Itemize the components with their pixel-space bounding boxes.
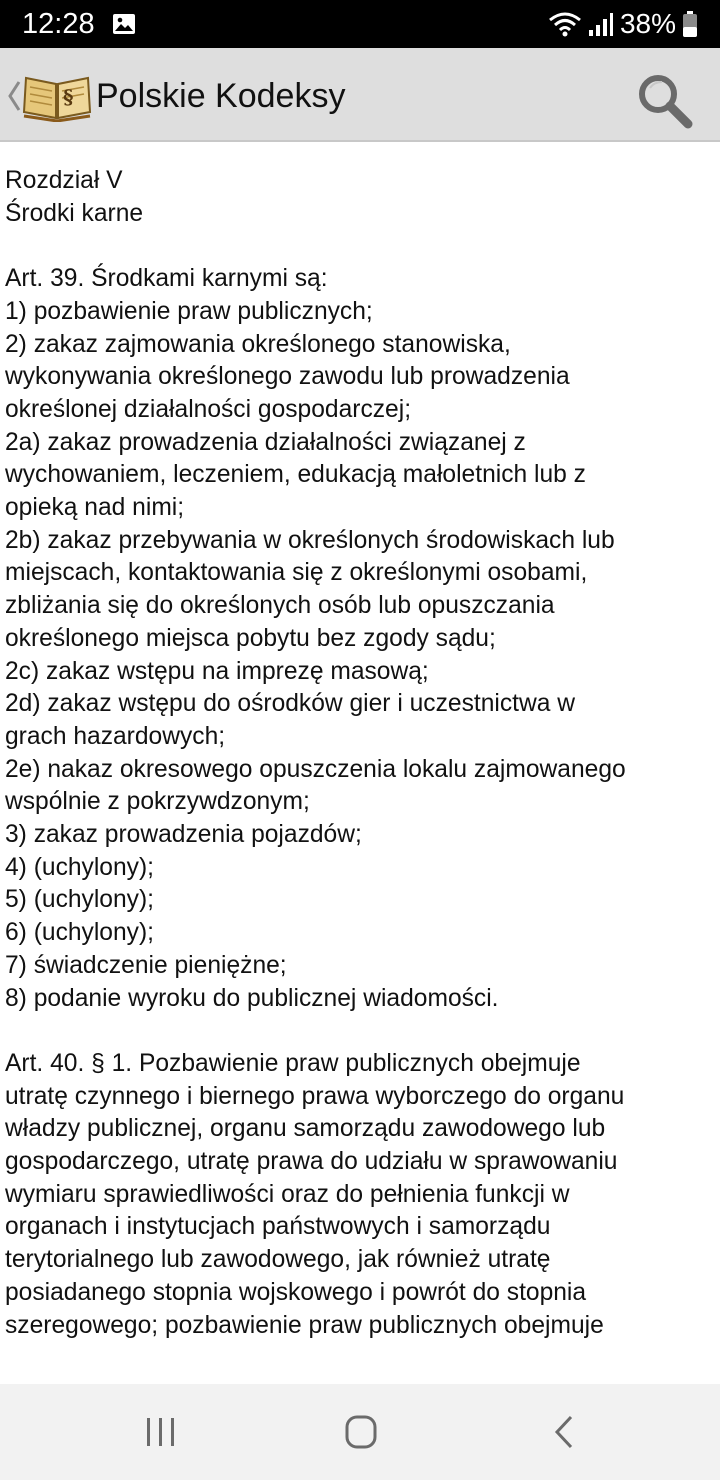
text-line: wykonywania określonego zawodu lub prowadzenia <box>5 363 570 391</box>
status-bar <box>0 0 720 48</box>
law-book-logo-icon[interactable] <box>22 70 92 122</box>
text-line: określonej działalności gospodarczej; <box>5 395 412 423</box>
text-line: Art. 39. Środkami karnymi są: <box>5 265 328 293</box>
text-line: 3) zakaz prowadzenia pojazdów; <box>5 821 362 849</box>
text-line: gospodarczego, utratę prawa do udziału w sprawowaniu <box>5 1148 618 1176</box>
text-line: 2c) zakaz wstępu na imprezę masową; <box>5 657 429 685</box>
text-line: szeregowego; pozbawienie praw publicznych obejmuje <box>5 1311 604 1338</box>
paragraph-spacer <box>5 1015 716 1048</box>
text-line: Środki karne <box>5 199 144 227</box>
cell-signal-icon <box>588 10 614 38</box>
text-line: 2e) nakaz okresowego opuszczenia lokalu zajmowanego <box>5 755 626 783</box>
text-line: zbliżania się do określonych osób lub opuszczania <box>5 592 555 620</box>
battery-icon <box>682 10 698 38</box>
text-line: określonego miejsca pobytu bez zgody sądu; <box>5 624 496 652</box>
legal-text-view[interactable] <box>0 142 720 1338</box>
app-title: Polskie Kodeksy <box>96 77 346 115</box>
text-line: 2a) zakaz prowadzenia działalności związanej z <box>5 428 526 456</box>
text-line: organach i instytucjach państwowych i samorządu <box>5 1213 551 1241</box>
text-line: Art. 40. § 1. Pozbawienie praw publicznych obejmuje <box>5 1049 581 1077</box>
wifi-icon <box>548 10 582 38</box>
text-line: władzy publicznej, organu samorządu zawodowego lub <box>5 1115 606 1143</box>
text-line: 7) świadczenie pieniężne; <box>5 951 287 979</box>
text-line: wychowaniem, leczeniem, edukacją małoletnich lub z <box>5 461 586 489</box>
text-line: 2) zakaz zajmowania określonego stanowiska, <box>5 330 511 358</box>
search-icon[interactable] <box>632 68 696 132</box>
text-line: utratę czynnego i biernego prawa wyborczego do organu <box>5 1082 625 1110</box>
text-line: 2d) zakaz wstępu do ośrodków gier i uczestnictwa w <box>5 690 576 718</box>
navigation-bar <box>0 1384 720 1480</box>
text-line: Rozdział V <box>5 167 123 194</box>
text-line: terytorialnego lub zawodowego, jak również utratę <box>5 1246 551 1274</box>
back-chevron-icon[interactable] <box>6 79 22 113</box>
text-line: 1) pozbawienie praw publicznych; <box>5 297 373 325</box>
recent-apps-icon[interactable] <box>131 1408 191 1456</box>
status-time: 12:28 <box>22 8 95 40</box>
text-line: opieką nad nimi; <box>5 494 185 522</box>
home-icon[interactable] <box>331 1408 391 1456</box>
text-line: 4) (uchylony); <box>5 853 154 881</box>
app-bar <box>0 48 720 142</box>
legal-text <box>0 142 720 1338</box>
status-indicators <box>548 6 698 42</box>
paragraph-spacer <box>5 230 716 263</box>
text-line: grach hazardowych; <box>5 722 226 750</box>
battery-percent: 38% <box>619 8 676 39</box>
text-line: wymiaru sprawiedliwości oraz do pełnienia funkcji w <box>5 1180 570 1208</box>
image-notification-icon <box>112 13 136 35</box>
text-line: 5) (uchylony); <box>5 886 154 914</box>
text-line: posiadanego stopnia wojskowego i powrót do stopnia <box>5 1278 587 1306</box>
text-line: miejscach, kontaktowania się z określonymi osobami, <box>5 559 588 587</box>
text-line: wspólnie z pokrzywdzonym; <box>5 788 310 816</box>
text-line: 6) (uchylony); <box>5 919 154 947</box>
text-line: 8) podanie wyroku do publicznej wiadomości. <box>5 984 499 1012</box>
svg-text:§: § <box>63 85 74 109</box>
text-line: 2b) zakaz przebywania w określonych środowiskach lub <box>5 526 615 554</box>
back-icon[interactable] <box>533 1408 593 1456</box>
